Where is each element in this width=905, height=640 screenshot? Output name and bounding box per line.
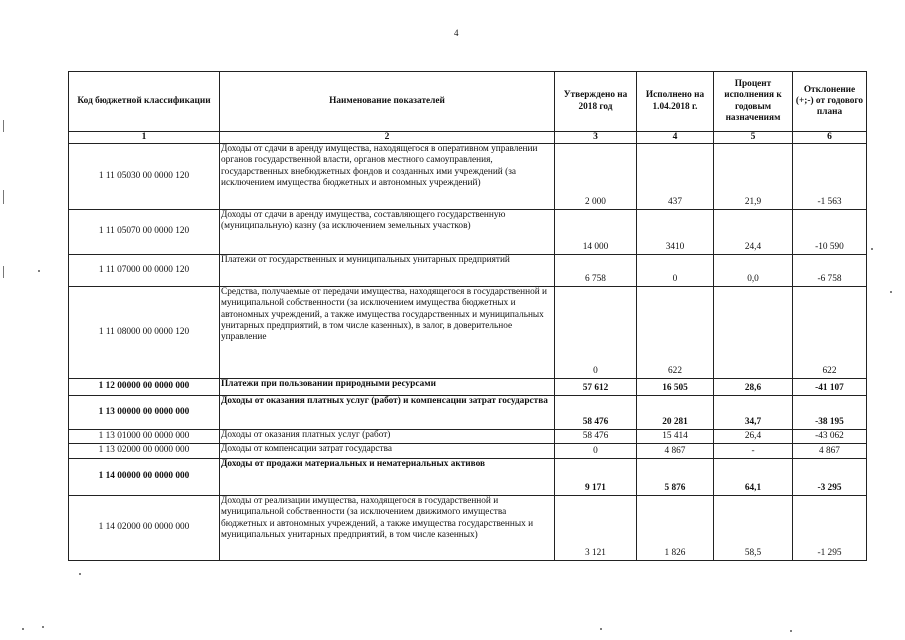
scan-artifact — [38, 270, 40, 272]
header-percent: Процент исполнения к годовым назначениям — [714, 72, 793, 132]
row-name: Средства, получаемые от передачи имущества, находящегося в государственной и муниципальной собственности (за исключением имущества бюджетных и автономных учреждений, а также имущества государственных и муниципальных унитарных предприятий, в том числе казенных), в залог, в доверительное управление — [220, 287, 555, 379]
row-percent: 21,9 — [714, 144, 793, 210]
row-code: 1 13 02000 00 0000 000 — [69, 444, 220, 459]
scan-artifact — [3, 190, 4, 204]
row-executed: 0 — [637, 255, 714, 287]
table-row — [69, 144, 867, 210]
row-executed: 16 505 — [637, 379, 714, 396]
row-approved: 58 476 — [555, 430, 637, 444]
row-percent: 34,7 — [714, 396, 793, 430]
table-body — [69, 144, 867, 561]
row-executed: 622 — [637, 287, 714, 379]
row-percent: 24,4 — [714, 210, 793, 255]
table-row — [69, 379, 867, 396]
budget-execution-table — [68, 71, 867, 561]
row-approved: 0 — [555, 444, 637, 459]
row-deviation: -1 563 — [793, 144, 867, 210]
table-row — [69, 396, 867, 430]
header-code: Код бюджетной классификации — [69, 72, 220, 132]
row-deviation: -6 758 — [793, 255, 867, 287]
scan-artifact — [3, 120, 4, 132]
row-percent: 0,0 — [714, 255, 793, 287]
row-executed: 4 867 — [637, 444, 714, 459]
scan-artifact — [600, 628, 602, 630]
row-name: Доходы от сдачи в аренду имущества, составляющего государственную (муниципальную) казну (за исключением земельных участков) — [220, 210, 555, 255]
row-name: Доходы от сдачи в аренду имущества, находящегося в оперативном управлении органов государственной власти, органов местного самоуправления, государственных внебюджетных фондов и созданных ими учреждений (за исключением имущества бюджетных и автономных учреждений) — [220, 144, 555, 210]
scan-artifact — [790, 630, 792, 632]
row-deviation: 4 867 — [793, 444, 867, 459]
row-percent: 64,1 — [714, 459, 793, 496]
row-name: Доходы от реализации имущества, находящегося в государственной и муниципальной собственности (за исключением движимого имущества бюджетных и автономных учреждений, а также имущества государственных и муниципальных унитарных предприятий, в том числе казенных) — [220, 496, 555, 561]
table-row — [69, 430, 867, 444]
row-name: Доходы от продажи материальных и нематериальных активов — [220, 459, 555, 496]
row-code: 1 12 00000 00 0000 000 — [69, 379, 220, 396]
column-number: 4 — [637, 132, 714, 144]
column-number: 1 — [69, 132, 220, 144]
row-name: Платежи от государственных и муниципальных унитарных предприятий — [220, 255, 555, 287]
table-row — [69, 496, 867, 561]
row-code: 1 11 08000 00 0000 120 — [69, 287, 220, 379]
row-deviation: -38 195 — [793, 396, 867, 430]
column-number-row — [69, 132, 867, 144]
scan-artifact — [890, 291, 892, 293]
row-code: 1 13 01000 00 0000 000 — [69, 430, 220, 444]
row-code: 1 13 00000 00 0000 000 — [69, 396, 220, 430]
row-approved: 3 121 — [555, 496, 637, 561]
page-number: 4 — [454, 28, 459, 38]
header-deviation: Отклонение (+;-) от годового плана — [793, 72, 867, 132]
row-deviation: -1 295 — [793, 496, 867, 561]
table-row — [69, 287, 867, 379]
row-deviation: -3 295 — [793, 459, 867, 496]
column-number: 6 — [793, 132, 867, 144]
header-row — [69, 72, 867, 132]
row-name: Доходы от оказания платных услуг (работ) и компенсации затрат государства — [220, 396, 555, 430]
row-approved: 14 000 — [555, 210, 637, 255]
scan-artifact — [79, 573, 81, 575]
row-percent: 58,5 — [714, 496, 793, 561]
row-deviation: -43 062 — [793, 430, 867, 444]
scan-artifact — [3, 266, 4, 278]
row-executed: 3410 — [637, 210, 714, 255]
row-name: Доходы от оказания платных услуг (работ) — [220, 430, 555, 444]
row-name: Платежи при пользовании природными ресурсами — [220, 379, 555, 396]
scan-artifact — [22, 628, 24, 630]
row-code: 1 14 02000 00 0000 000 — [69, 496, 220, 561]
row-approved: 57 612 — [555, 379, 637, 396]
row-approved: 2 000 — [555, 144, 637, 210]
row-deviation: 622 — [793, 287, 867, 379]
row-code: 1 11 05070 00 0000 120 — [69, 210, 220, 255]
row-code: 1 11 07000 00 0000 120 — [69, 255, 220, 287]
row-percent — [714, 287, 793, 379]
row-approved: 0 — [555, 287, 637, 379]
row-deviation: -41 107 — [793, 379, 867, 396]
header-name: Наименование показателей — [220, 72, 555, 132]
row-name: Доходы от компенсации затрат государства — [220, 444, 555, 459]
row-deviation: -10 590 — [793, 210, 867, 255]
scan-artifact — [42, 626, 44, 628]
row-approved: 9 171 — [555, 459, 637, 496]
row-code: 1 14 00000 00 0000 000 — [69, 459, 220, 496]
column-number: 3 — [555, 132, 637, 144]
row-approved: 58 476 — [555, 396, 637, 430]
row-approved: 6 758 — [555, 255, 637, 287]
header-executed: Исполнено на 1.04.2018 г. — [637, 72, 714, 132]
row-executed: 15 414 — [637, 430, 714, 444]
column-number: 5 — [714, 132, 793, 144]
row-executed: 1 826 — [637, 496, 714, 561]
header-approved: Утверждено на 2018 год — [555, 72, 637, 132]
table-row — [69, 444, 867, 459]
scan-artifact — [871, 248, 873, 250]
row-executed: 5 876 — [637, 459, 714, 496]
row-executed: 20 281 — [637, 396, 714, 430]
column-number: 2 — [220, 132, 555, 144]
row-percent: - — [714, 444, 793, 459]
table-row — [69, 459, 867, 496]
table-row — [69, 210, 867, 255]
table-row — [69, 255, 867, 287]
row-code: 1 11 05030 00 0000 120 — [69, 144, 220, 210]
row-percent: 26,4 — [714, 430, 793, 444]
row-percent: 28,6 — [714, 379, 793, 396]
row-executed: 437 — [637, 144, 714, 210]
